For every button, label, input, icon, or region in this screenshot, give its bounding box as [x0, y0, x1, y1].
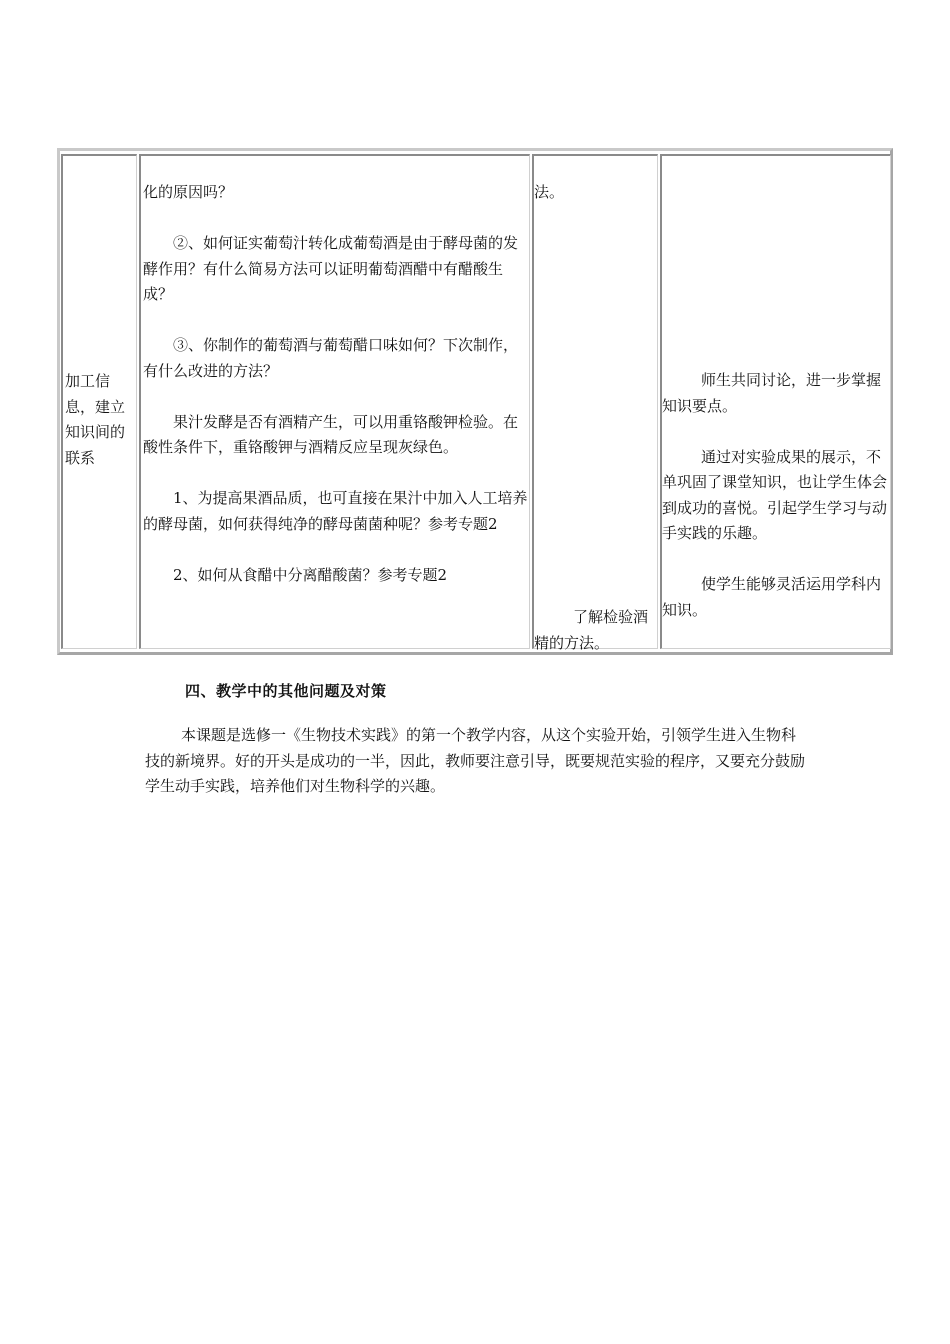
content-paragraph: 果汁发酵是否有酒精产生，可以用重铬酸钾检验。在酸性条件下，重铬酸钾与酒精反应呈现灰绿色。 [143, 412, 519, 456]
content-cell [139, 154, 530, 649]
intent-paragraph: 通过对实验成果的展示，不单巩固了课堂知识，也让学生体会到成功的喜悦。引起学生学习与动手实践的乐趣。 [662, 447, 888, 542]
content-paragraph: 2、如何从食醋中分离醋酸菌？参考专题2 [173, 565, 448, 584]
lesson-table [57, 148, 893, 655]
content-paragraph: ③、你制作的葡萄酒与葡萄醋口味如何？下次制作，有什么改进的方法？ [143, 336, 519, 380]
intent-text [662, 368, 890, 649]
content-paragraph: 1、为提高果酒品质，也可直接在果汁中加入人工培养的酵母菌，如何获得纯净的酵母菌菌种呢？参考专题2 [143, 489, 528, 533]
stage-label: 加工信息，建立知识间的联系 [65, 372, 126, 467]
objective-text-bottom: 了解检验酒精的方法。 [534, 608, 649, 652]
intent-paragraph: 师生共同讨论，进一步掌握知识要点。 [662, 371, 882, 415]
section-heading: 四、教学中的其他问题及对策 [185, 682, 387, 700]
intent-paragraph: 使学生能够灵活运用学科内知识。 [662, 575, 882, 619]
objective-text-top: 法。 [534, 183, 565, 201]
section-body: 本课题是选修一《生物技术实践》的第一个教学内容，从这个实验开始，引领学生进入生物科技的新境界。好的开头是成功的一半，因此，教师要注意引导，既要规范实验的程序，又要充分鼓励学生动手实践，培养他们对生物科学的兴趣。 [145, 726, 806, 795]
content-paragraph: ②、如何证实葡萄汁转化成葡萄酒是由于酵母菌的发酵作用？有什么简易方法可以证明葡萄酒醋中有醋酸生成？ [143, 234, 519, 303]
content-paragraph: 化的原因吗？ [143, 183, 234, 201]
stage-cell [61, 154, 137, 649]
content-text [143, 180, 529, 614]
intent-cell [660, 154, 891, 649]
objective-cell [532, 154, 658, 652]
